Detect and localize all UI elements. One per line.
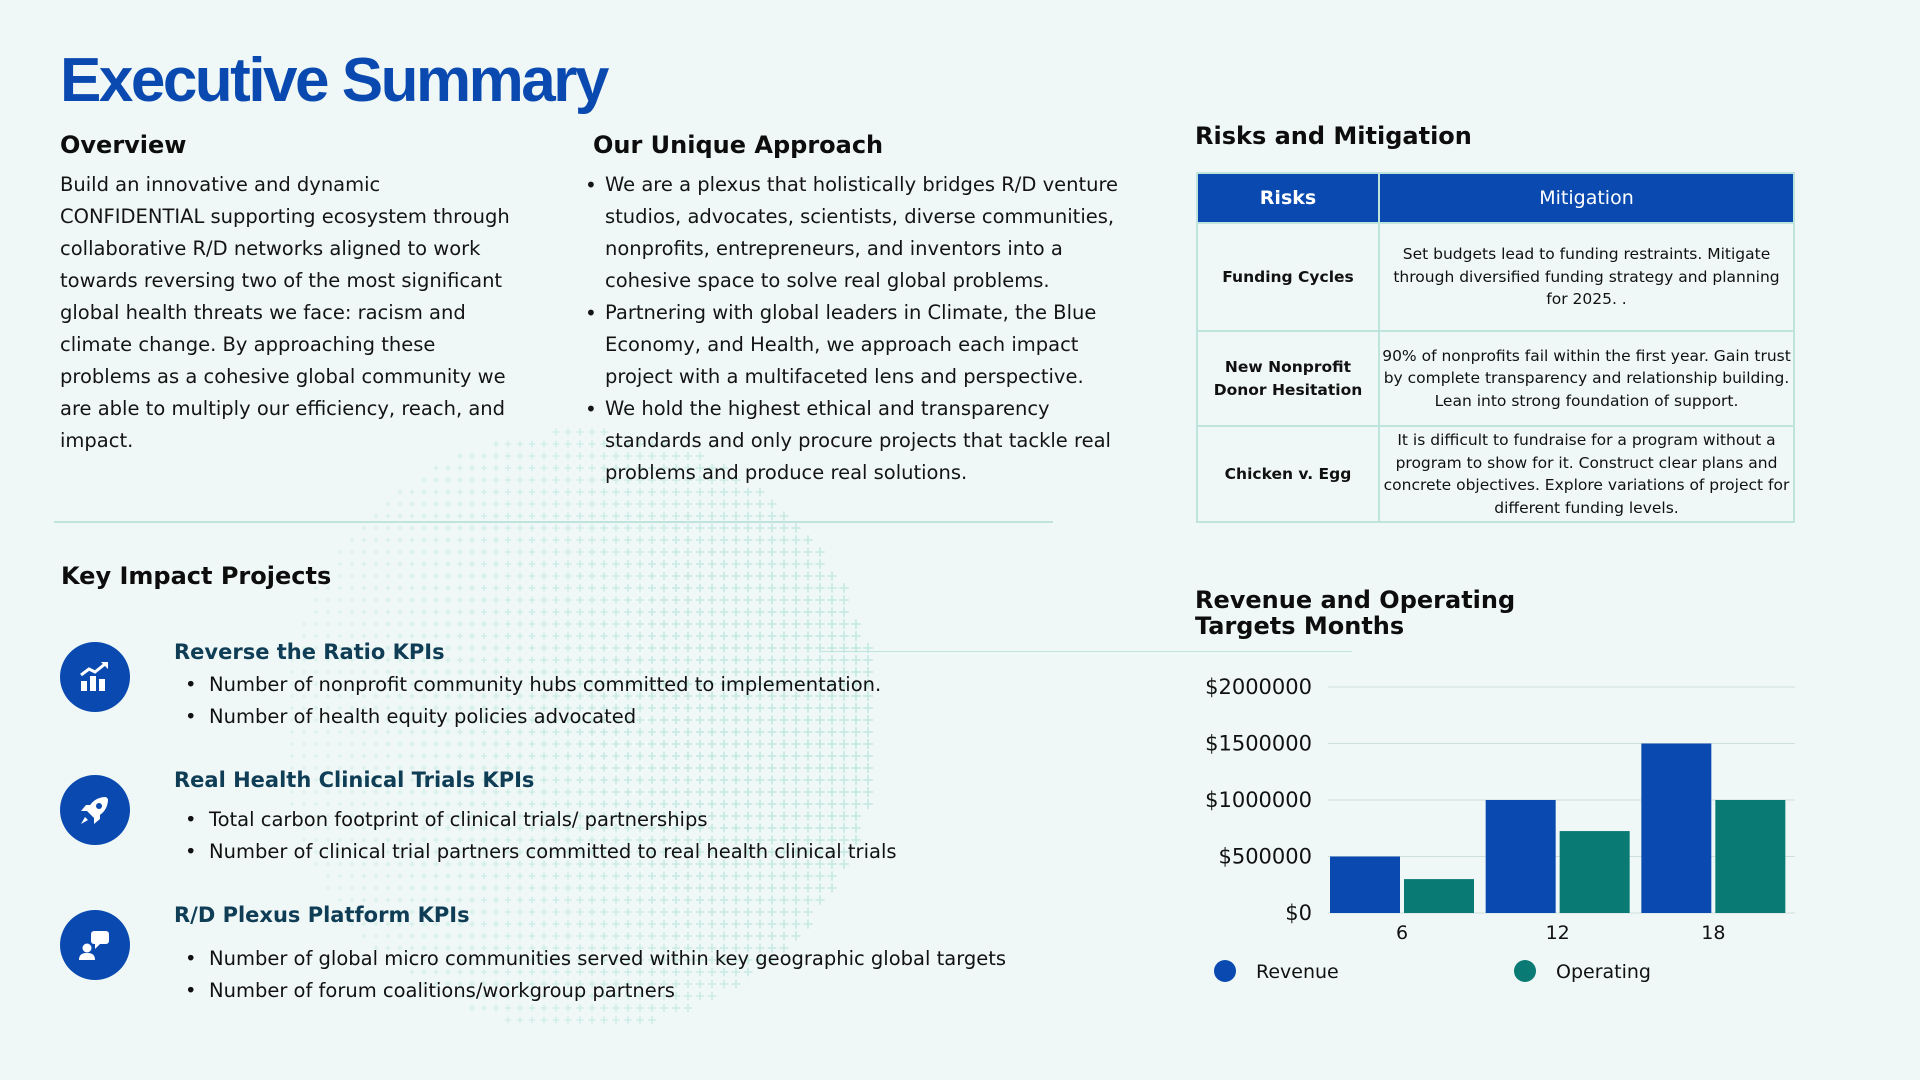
bar-revenue-6 [1330, 857, 1400, 914]
project-bullets [185, 669, 881, 733]
table-row [1197, 426, 1794, 522]
project-title: R/D Plexus Platform KPIs [174, 903, 470, 927]
chart-title-line: Targets Months [1195, 612, 1405, 640]
table-row [1197, 223, 1794, 331]
list-item: • Number of global micro communities served within key geographic global targets [185, 943, 1006, 975]
legend-marker-operating [1514, 960, 1536, 982]
legend-label: Operating [1556, 961, 1651, 983]
risks-table [1196, 172, 1795, 523]
x-tick-label: 6 [1395, 922, 1409, 944]
chart-growth-icon [60, 642, 130, 712]
revenue-operating-chart [1190, 660, 1810, 1000]
chat-user-icon [60, 910, 130, 980]
list-item: • Number of nonprofit community hubs committed to implementation. [185, 669, 881, 701]
bar-revenue-12 [1486, 800, 1556, 913]
project-title: Reverse the Ratio KPIs [174, 640, 445, 664]
risk-cell: Chicken v. Egg [1197, 426, 1379, 522]
project-title: Real Health Clinical Trials KPIs [174, 768, 535, 792]
bar-operating-18 [1715, 800, 1785, 913]
x-tick-label: 12 [1545, 922, 1570, 944]
x-tick-label: 18 [1701, 922, 1726, 944]
mitigation-cell: Set budgets lead to funding restraints. Mitigate through diversified funding strategy and planning for 2025. . [1379, 223, 1794, 331]
mitigation-cell: 90% of nonprofits fail within the first year. Gain trust by complete transparency and relationship building. Lean into strong foundation of support. [1379, 331, 1794, 426]
bar-operating-12 [1560, 831, 1630, 913]
risks-heading: Risks and Mitigation [1195, 122, 1472, 150]
y-tick-label: $0 [1285, 901, 1312, 925]
risk-cell: Funding Cycles [1197, 223, 1379, 331]
list-item: • Number of health equity policies advocated [185, 701, 881, 733]
table-row [1197, 331, 1794, 426]
bar-revenue-18 [1641, 744, 1711, 914]
mitigation-cell: It is difficult to fundraise for a program without a program to show for it. Construct clear plans and concrete objectives. Explore variations of project for different funding levels. [1379, 426, 1794, 522]
legend-marker-revenue [1214, 960, 1236, 982]
approach-heading: Our Unique Approach [593, 131, 884, 159]
chart-title-line: Revenue and Operating [1195, 586, 1516, 614]
approach-item: • Partnering with global leaders in Climate, the Blue Economy, and Health, we approach each impact project with a multifaceted lens and perspective. [585, 297, 1135, 393]
list-item: • Number of clinical trial partners committed to real health clinical trials [185, 836, 897, 868]
page-title: Executive Summary [60, 46, 607, 115]
mitigation-column-header: Mitigation [1379, 173, 1794, 223]
y-tick-label: $1000000 [1205, 788, 1312, 812]
project-bullets [185, 943, 1006, 1007]
project-bullets [185, 804, 897, 868]
rocket-icon [60, 775, 130, 845]
overview-text: Build an innovative and dynamic CONFIDENTIAL supporting ecosystem through collaborative R/D networks aligned to work towards reversing two of the most significant global health threats we face: racism and climate change. By approaching these problems as a cohesive global community we are able to multiply our efficiency, reach, and impact. [60, 173, 510, 452]
list-item: • Total carbon footprint of clinical trials/ partnerships [185, 804, 897, 836]
section-divider [54, 521, 1053, 523]
y-tick-label: $2000000 [1205, 675, 1312, 699]
y-tick-label: $1500000 [1205, 731, 1312, 756]
approach-item: • We hold the highest ethical and transparency standards and only procure projects that tackle real problems and produce real solutions. [585, 393, 1135, 489]
approach-item: • We are a plexus that holistically bridges R/D venture studios, advocates, scientists, diverse communities, nonprofits, entrepreneurs, and inventors into a cohesive space to solve real global problems. [585, 169, 1135, 297]
key-impact-projects-heading: Key Impact Projects [61, 562, 332, 590]
risks-column-header: Risks [1197, 173, 1379, 223]
bar-operating-6 [1404, 879, 1474, 913]
legend-label: Revenue [1256, 961, 1339, 983]
risk-cell: New Nonprofit Donor Hesitation [1197, 331, 1379, 426]
chart-title [1195, 587, 1515, 639]
section-divider [820, 651, 1352, 652]
list-item: • Number of forum coalitions/workgroup partners [185, 975, 1006, 1007]
y-tick-label: $500000 [1218, 844, 1312, 869]
overview-heading: Overview [60, 131, 187, 159]
approach-list [585, 169, 1135, 489]
